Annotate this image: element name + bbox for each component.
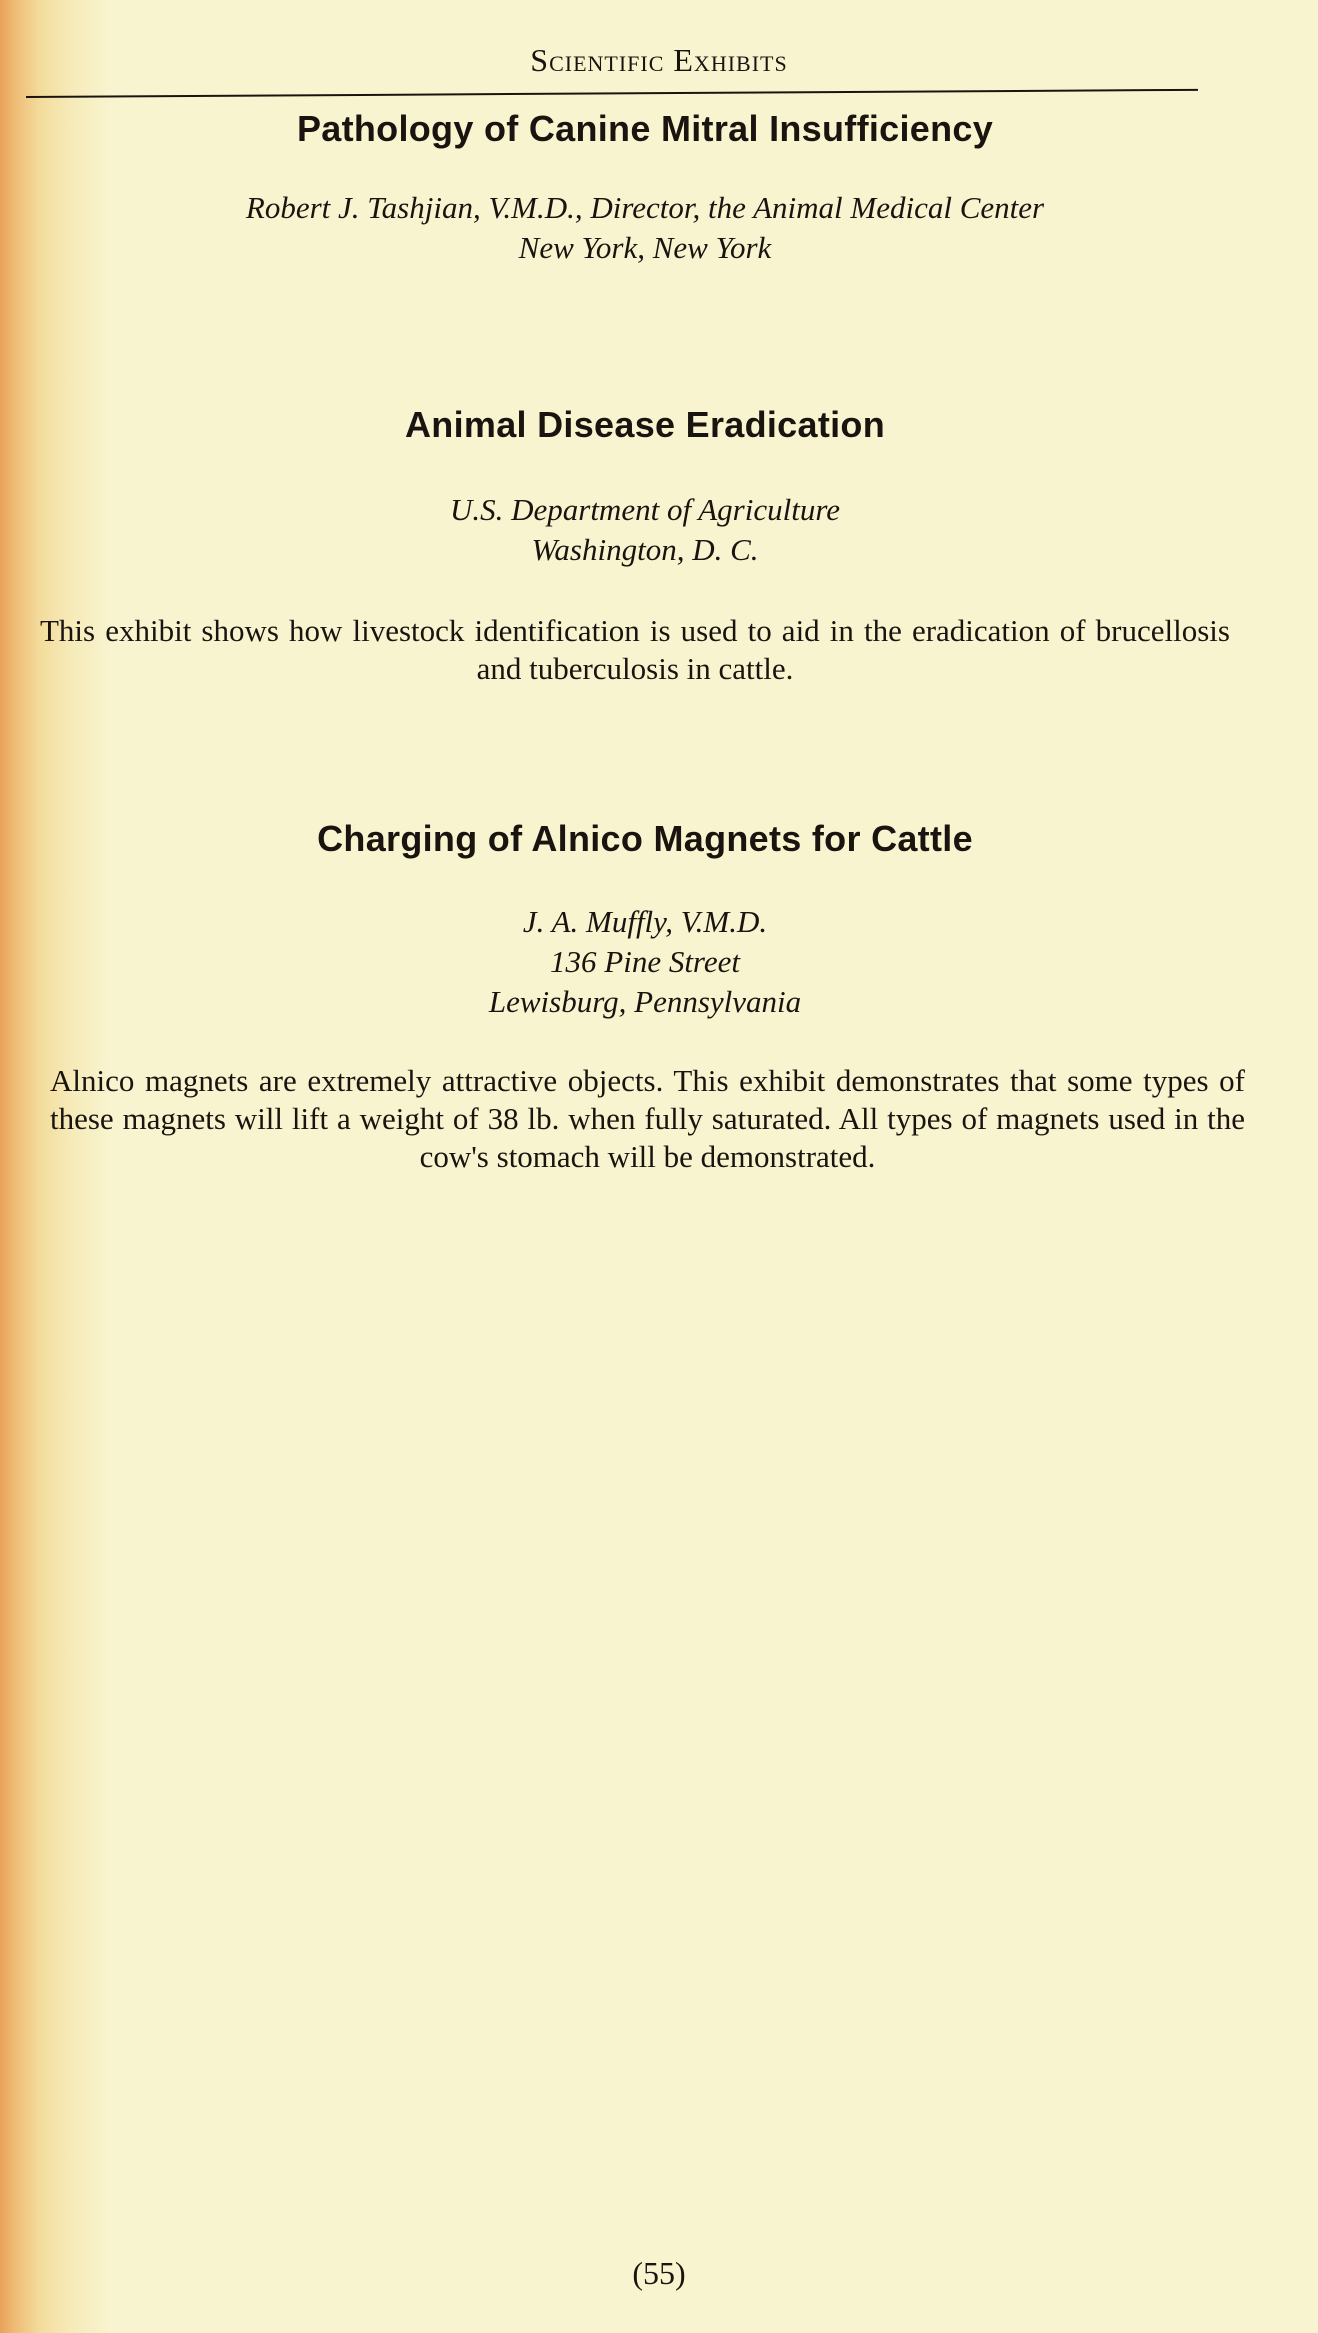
- exhibit-location: Lewisburg, Pennsylvania: [488, 984, 802, 1019]
- running-head: Scientific Exhibits: [530, 42, 788, 78]
- header-rule: [26, 89, 1198, 98]
- exhibit-alnico-magnets: [40, 818, 1250, 1022]
- exhibit-author: J. A. Muffly, V.M.D.: [522, 904, 768, 939]
- exhibit-disease-eradication: [40, 404, 1250, 570]
- exhibit-location: New York, New York: [518, 230, 772, 265]
- exhibit-street: 136 Pine Street: [550, 944, 740, 979]
- exhibit-description: This exhibit shows how livestock identification is used to aid in the eradication of brucellosis and tuberculosis in cattle.: [40, 613, 1230, 686]
- page-number: (55): [632, 2255, 686, 2291]
- exhibit-location: Washington, D. C.: [531, 532, 759, 567]
- exhibit-author: Robert J. Tashjian, V.M.D., Director, the Animal Medical Center: [245, 190, 1045, 225]
- exhibit-title: Pathology of Canine Mitral Insufficiency: [296, 108, 994, 149]
- exhibit-canine-mitral: [40, 108, 1250, 268]
- exhibit-description: Alnico magnets are extremely attractive objects. This exhibit demonstrates that some types of these magnets will lift a weight of 38 lb. when fully saturated. All types of magnets used in the cow's stomach will be demonstrated.: [50, 1063, 1245, 1174]
- exhibit-author: U.S. Department of Agriculture: [449, 492, 841, 527]
- exhibit-title: Charging of Alnico Magnets for Cattle: [317, 818, 973, 859]
- exhibit-title: Animal Disease Eradication: [405, 404, 885, 445]
